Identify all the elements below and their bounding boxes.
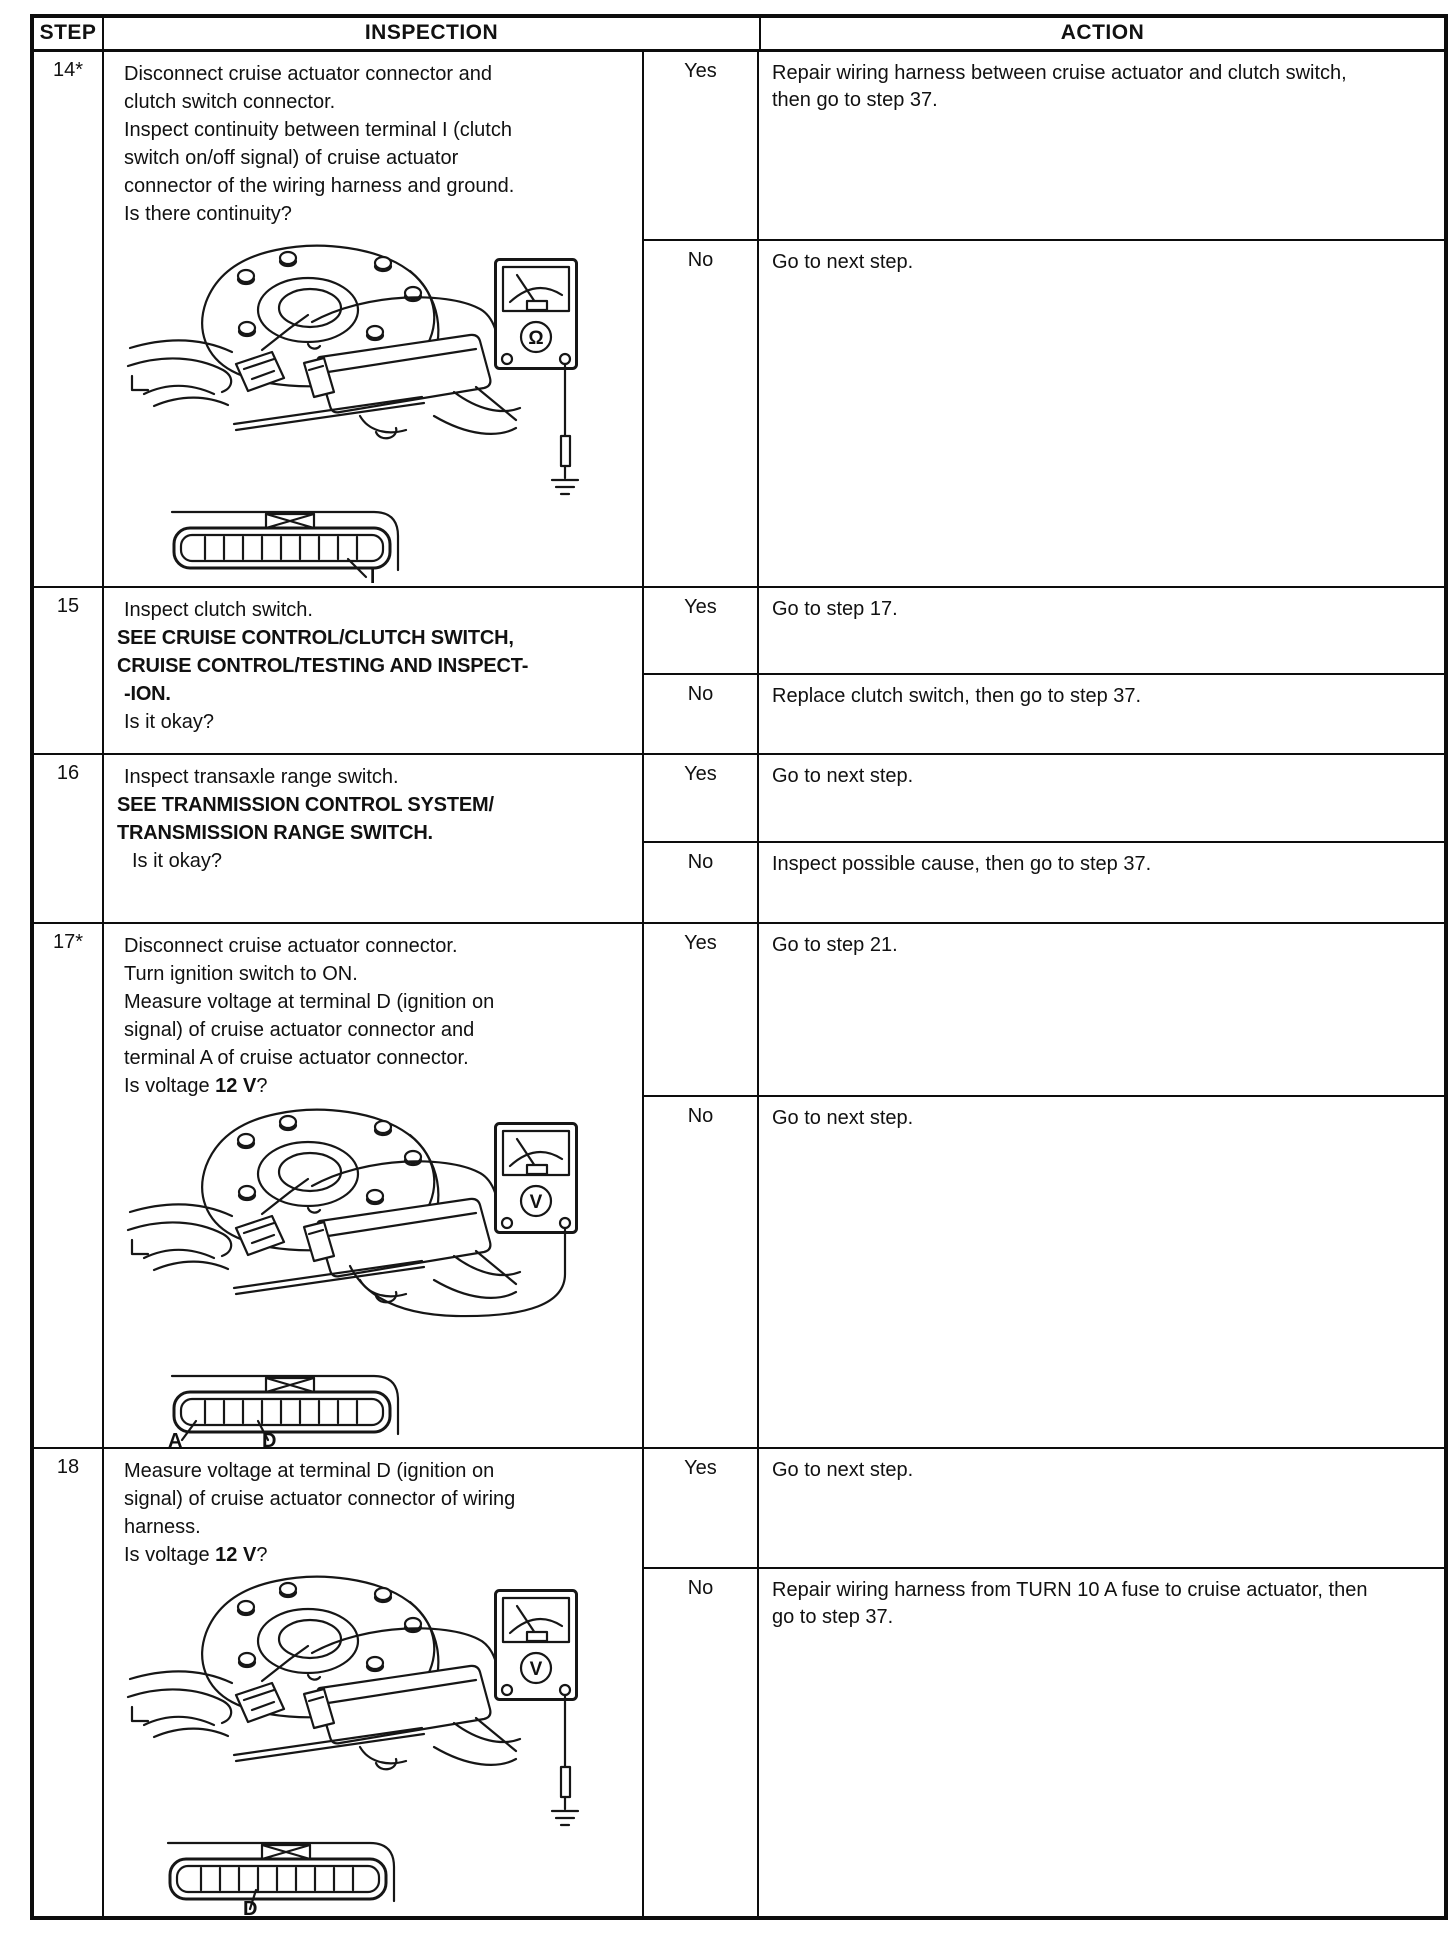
terminal-label: A	[168, 1430, 183, 1449]
action-text: Go to next step.	[772, 1107, 914, 1129]
yes-label: Yes	[644, 1449, 759, 1567]
connector-strip	[172, 1376, 398, 1434]
step-number: 17*	[34, 924, 104, 1447]
inspection-line: -ION.	[124, 682, 171, 705]
inspection-line: harness.	[124, 1516, 201, 1538]
multimeter-icon	[496, 1124, 577, 1233]
no-label: No	[644, 1097, 759, 1447]
inspection-line: signal) of cruise actuator connector and	[124, 1019, 475, 1041]
inspection-line: Inspect continuity between terminal I (clutch	[124, 118, 512, 141]
no-action-cell	[759, 241, 1444, 586]
no-action-cell	[759, 843, 1444, 922]
terminal-label: D	[243, 1898, 258, 1916]
multimeter-icon	[496, 259, 577, 368]
action-text: Go to step 17.	[772, 597, 898, 620]
no-action-cell	[759, 1097, 1444, 1447]
yes-label: Yes	[644, 924, 759, 1095]
table-header-row	[34, 18, 1444, 52]
continuity-test-illustration	[126, 240, 596, 585]
inspection-line: Is there continuity?	[124, 202, 292, 225]
step-number: 18	[34, 1449, 104, 1916]
yes-action-cell	[759, 755, 1444, 841]
action-text: Repair wiring harness between cruise actuator and clutch switch, then go to step 37.	[772, 61, 1347, 111]
step-number: 14*	[34, 52, 104, 586]
step-number: 15	[34, 588, 104, 754]
header-inspection: INSPECTION	[104, 18, 761, 49]
no-action-cell	[759, 675, 1444, 754]
yes-action-cell	[759, 588, 1444, 673]
yes-label: Yes	[644, 52, 759, 239]
table-row	[34, 588, 1444, 756]
test-probe	[561, 1767, 570, 1797]
no-label: No	[644, 675, 759, 754]
yes-action-cell	[759, 1449, 1444, 1567]
inspection-line: TRANSMISSION RANGE SWITCH.	[117, 822, 433, 845]
inspection-line: Is it okay?	[132, 850, 223, 873]
inspection-line: Turn ignition switch to ON.	[124, 963, 358, 985]
inspection-line: Measure voltage at terminal D (ignition on	[124, 991, 495, 1013]
inspection-cell	[104, 1449, 644, 1916]
engine-actuator-illustration	[128, 1577, 520, 1770]
engine-actuator-illustration	[128, 246, 520, 439]
header-action: ACTION	[1060, 21, 1145, 45]
action-text: Inspect possible cause, then go to step 37.	[772, 853, 1152, 876]
connector-strip	[168, 1843, 394, 1901]
connector-strip	[172, 512, 398, 570]
inspection-line: Inspect clutch switch.	[124, 598, 313, 621]
test-probe	[561, 436, 570, 466]
action-text: Repair wiring harness from TURN 10 A fuse to cruise actuator, then go to step 37.	[772, 1579, 1368, 1628]
action-text: Go to next step.	[772, 250, 914, 273]
inspection-question: Is voltage 12 V?	[124, 1544, 268, 1566]
inspection-cell	[104, 755, 644, 922]
action-text: Replace clutch switch, then go to step 37.	[772, 684, 1142, 707]
table-row	[34, 1449, 1444, 1916]
yes-action-cell	[759, 924, 1444, 1095]
inspection-question: Is voltage 12 V?	[124, 1075, 268, 1097]
inspection-line: SEE CRUISE CONTROL/CLUTCH SWITCH,	[117, 626, 514, 649]
inspection-line: switch on/off signal) of cruise actuator	[124, 146, 459, 169]
inspection-line: CRUISE CONTROL/TESTING AND INSPECT-	[117, 654, 529, 677]
volt-symbol: V	[529, 1192, 543, 1213]
no-label: No	[644, 1569, 759, 1916]
no-action-cell	[759, 1569, 1444, 1916]
inspection-line: Inspect transaxle range switch.	[124, 766, 399, 789]
inspection-line: Is it okay?	[124, 710, 215, 733]
ground-symbol	[552, 480, 578, 494]
troubleshooting-table	[30, 14, 1448, 1920]
no-label: No	[644, 241, 759, 586]
ground-symbol	[552, 1811, 578, 1825]
table-row	[34, 52, 1444, 588]
terminal-label: D	[262, 1430, 277, 1449]
inspection-line: Disconnect cruise actuator connector.	[124, 935, 458, 957]
inspection-line: Disconnect cruise actuator connector and	[124, 62, 492, 85]
inspection-line: Measure voltage at terminal D (ignition on	[124, 1460, 495, 1482]
step-number: 16	[34, 755, 104, 922]
yes-action-cell	[759, 52, 1444, 239]
terminal-label: I	[370, 566, 376, 585]
volt-symbol: V	[529, 1659, 543, 1680]
voltage-test-illustration	[126, 1104, 596, 1449]
table-row	[34, 924, 1444, 1449]
yes-label: Yes	[644, 755, 759, 841]
action-text: Go to next step.	[772, 765, 914, 788]
header-step: STEP	[34, 18, 104, 49]
voltage-test-illustration	[126, 1571, 596, 1916]
engine-actuator-illustration	[128, 1110, 520, 1303]
no-label: No	[644, 843, 759, 922]
inspection-cell	[104, 924, 644, 1447]
action-text: Go to next step.	[772, 1459, 914, 1481]
inspection-cell	[104, 588, 644, 754]
action-text: Go to step 21.	[772, 934, 898, 956]
inspection-line: clutch switch connector.	[124, 90, 336, 113]
inspection-line: signal) of cruise actuator connector of wiring	[124, 1488, 516, 1510]
inspection-line: connector of the wiring harness and ground.	[124, 174, 515, 197]
yes-label: Yes	[644, 588, 759, 673]
table-row	[34, 755, 1444, 924]
inspection-line: SEE TRANMISSION CONTROL SYSTEM/	[117, 794, 494, 817]
multimeter-icon	[496, 1591, 577, 1700]
inspection-cell	[104, 52, 644, 586]
ohm-symbol: Ω	[528, 327, 544, 349]
inspection-line: terminal A of cruise actuator connector.	[124, 1047, 469, 1069]
